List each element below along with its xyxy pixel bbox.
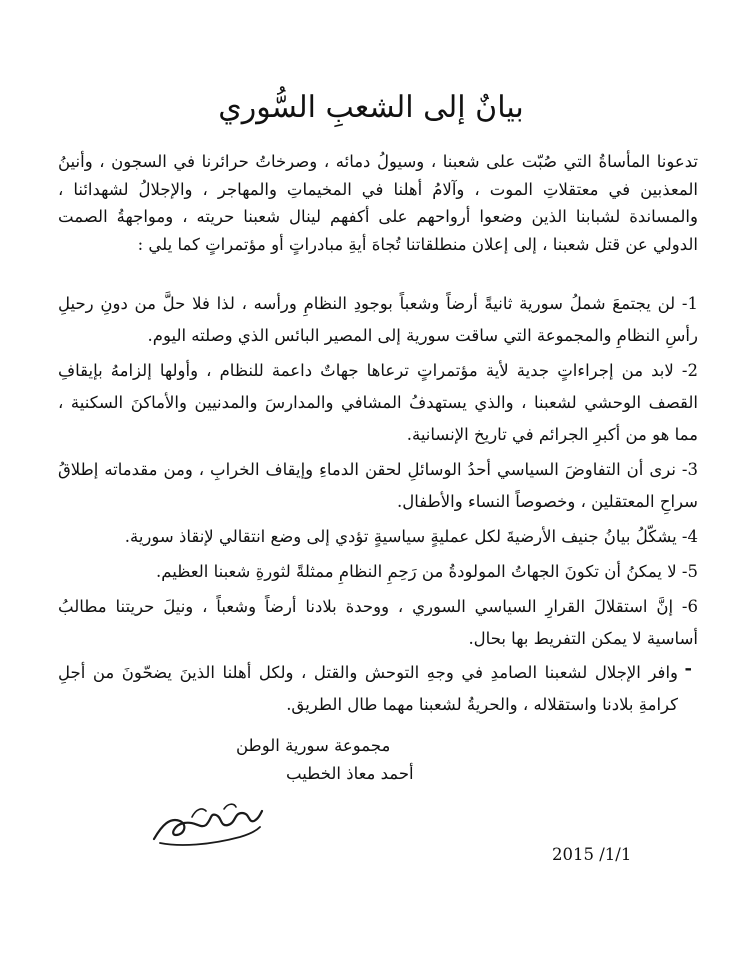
point-text: لا يمكنُ أن تكونَ الجهاتُ المولودةُ من رَحِمِ النظامِ ممثلةً لثورةِ شعبنا العظيم. xyxy=(156,562,677,581)
point-item xyxy=(58,591,698,655)
point-number: 3- xyxy=(681,460,698,479)
point-text: إنَّ استقلالَ القرارِ السياسي السوري ، ووحدة بلادنا أرضاً وشعباً ، ونيلَ حريتنا مطالبُ أساسية لا يمكن التفريط بها بحال. xyxy=(58,597,698,648)
point-item xyxy=(58,454,698,518)
point-item xyxy=(58,521,698,553)
point-number: 6- xyxy=(681,597,698,616)
point-number: 5- xyxy=(681,562,698,581)
point-text: يشكّلُ بيانُ جنيف الأرضيةَ لكل عمليةٍ سياسيةٍ تؤدي إلى وضع انتقالي لإنقاذ سورية. xyxy=(124,527,677,546)
point-item xyxy=(58,355,698,451)
point-item xyxy=(58,556,698,588)
closing-marker: - xyxy=(684,658,692,679)
points-list xyxy=(58,288,698,658)
point-text: لن يجتمعَ شملُ سورية ثانيةً أرضاً وشعباً بوجودِ النظامِ ورأسه ، لذا فلا حلَّ من دونِ رحيلِ رأسِ النظامِ والمجموعة التي ساقت سورية إلى المصير البائس الذي وصلته اليوم. xyxy=(58,294,698,345)
signatory-name: أحمد معاذ الخطيب xyxy=(286,764,414,783)
intro-paragraph: تدعونا المأساةُ التي صُبّت على شعبنا ، وسيولُ دمائه ، وصرخاتُ حرائرنا في السجون ، وأنينُ المعذبين في معتقلاتِ الموت ، وآلامُ أهلنا في المخيماتِ والمهاجر ، والإجلالُ لشهدائنا ، والمساندة لشبابنا الذين وضعوا أرواحهم على أكفهم لينال شعبنا حريته ، ومواجهةُ الصمت الدولي عن قتل شعبنا ، إلى إعلان منطلقاتنا تُجاهَ أيةِ مبادراتٍ أو مؤتمراتٍ كما يلي : xyxy=(58,152,698,254)
handwritten-signature xyxy=(140,795,270,855)
point-number: 1- xyxy=(681,294,698,313)
closing-paragraph: وافر الإجلال لشعبنا الصامدِ في وجهِ التوحش والقتل ، ولكل أهلنا الذينَ يضحّونَ من أجلِ كرامةِ بلادنا واستقلاله ، والحريةُ لشعبنا مهما طال الطريق. xyxy=(58,663,678,714)
signatory-group: مجموعة سورية الوطن xyxy=(236,736,391,755)
point-number: 2- xyxy=(681,361,698,380)
document-date: 2015 /1/1 xyxy=(552,845,632,864)
document-title: بيانٌ إلى الشعبِ السُّوري xyxy=(218,90,524,125)
point-text: نرى أن التفاوضَ السياسي أحدُ الوسائلِ لحقن الدماءِ وإيقاف الخرابِ ، ومن مقدماته إطلاقُ سراحِ المعتقلين ، وخصوصاً النساء والأطفال. xyxy=(58,460,698,511)
point-item xyxy=(58,288,698,352)
point-number: 4- xyxy=(681,527,698,546)
point-text: لابد من إجراءاتٍ جدية لأية مؤتمراتٍ ترعاها جهاتٌ داعمة للنظام ، وأولها إلزامهُ بإيقافِ القصف الوحشي لشعبنا ، والذي يستهدفُ المشافي والمدارسَ والمدنيين والأماكنَ السكنية ، مما هو من أكبرِ الجرائم في تاريخ الإنسانية. xyxy=(58,361,698,444)
